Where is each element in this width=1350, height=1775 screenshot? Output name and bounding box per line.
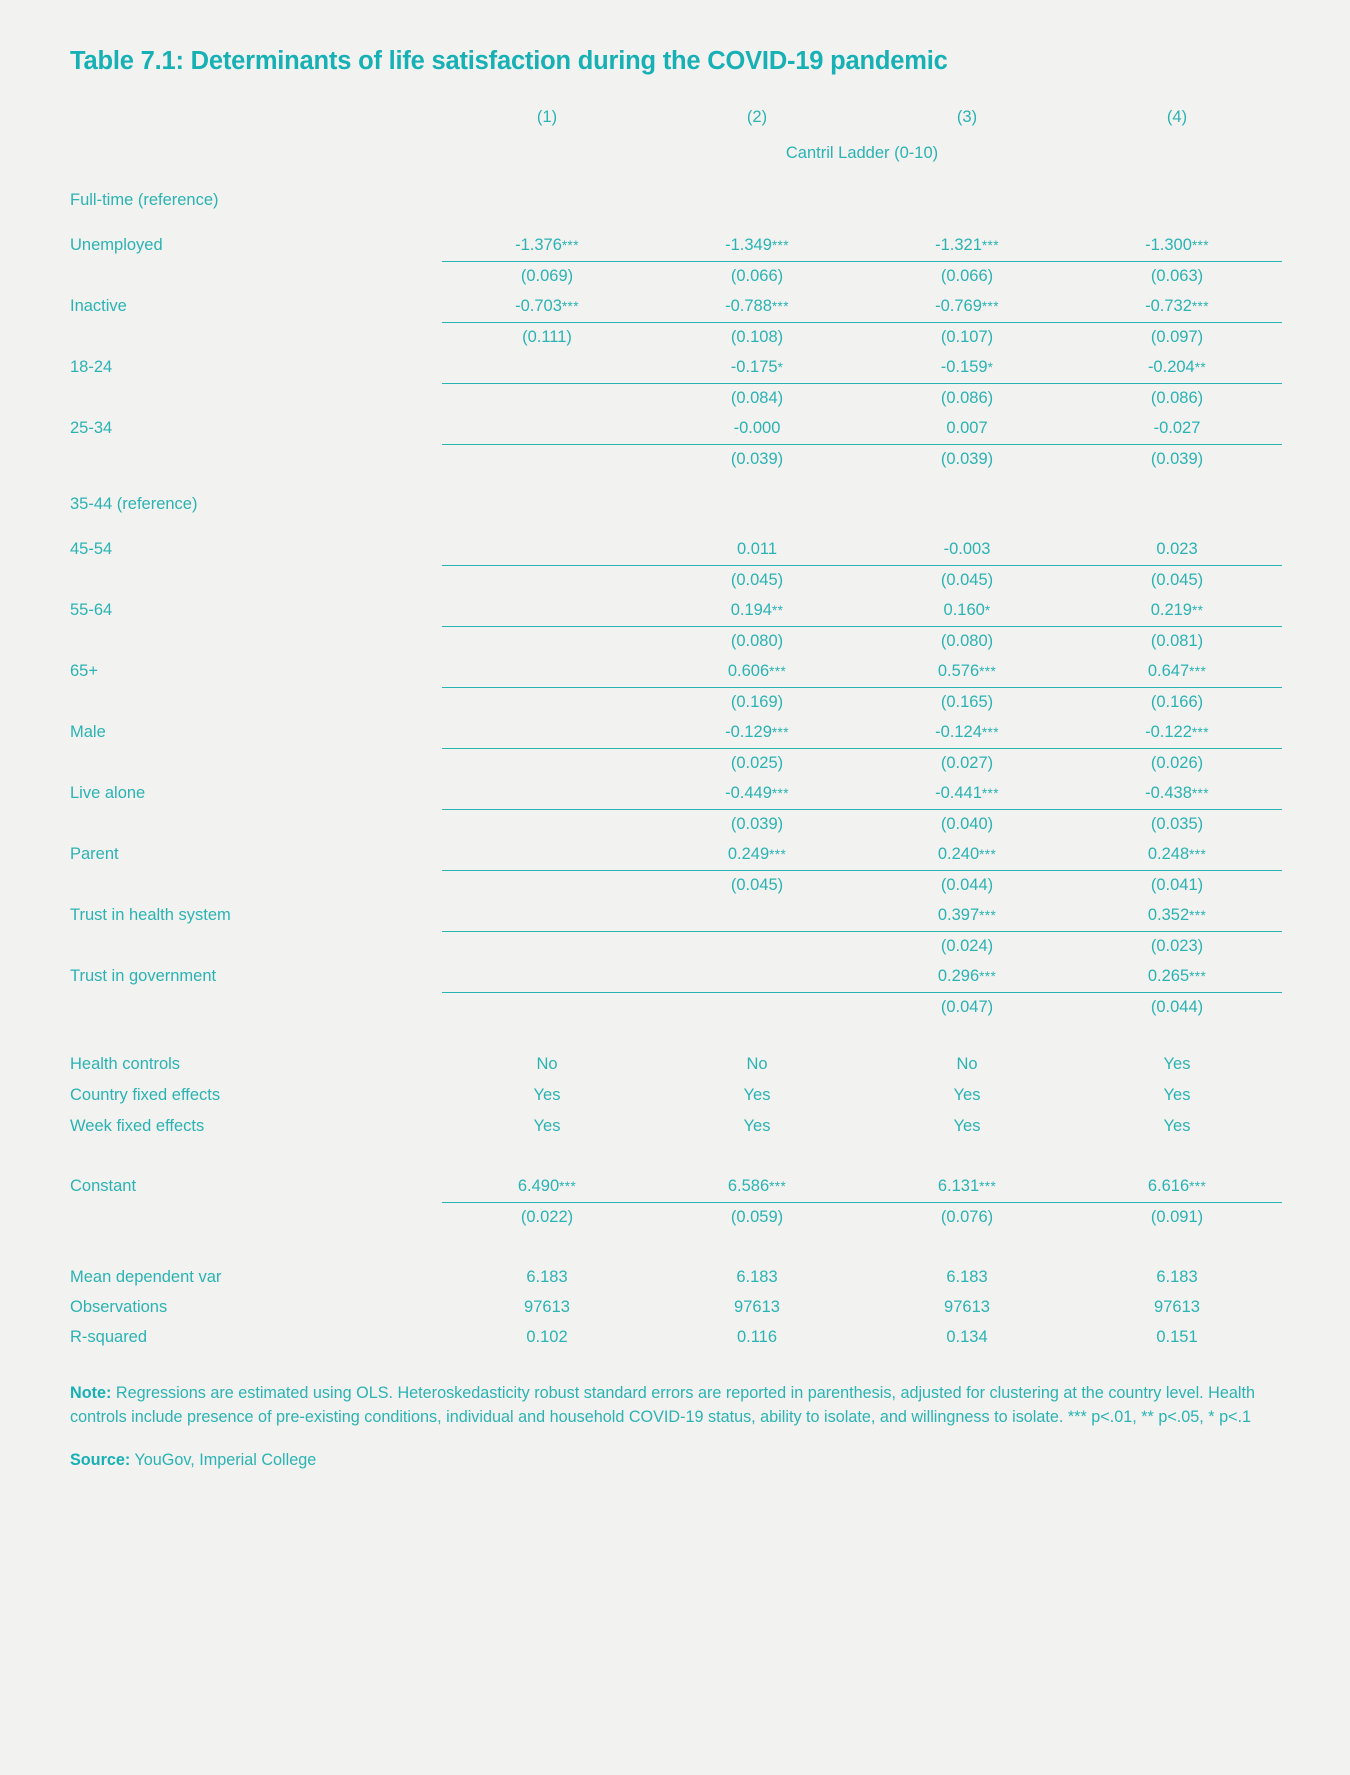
- coefficient-row: [70, 657, 1282, 688]
- coefficient-value-2: [652, 901, 862, 932]
- coefficient-row: [70, 718, 1282, 749]
- significance-stars: ***: [1191, 238, 1209, 254]
- regression-table: [70, 99, 1282, 1353]
- standard-error-value-4: (0.026): [1072, 748, 1282, 779]
- row-label: Unemployed: [70, 236, 163, 255]
- standard-error-value-4: (0.023): [1072, 931, 1282, 962]
- coefficient-value-4: -0.122***: [1145, 723, 1209, 742]
- coefficient-value-1: [442, 353, 652, 384]
- significance-stars: *: [987, 360, 994, 376]
- coefficient-value-4: 0.647***: [1147, 662, 1207, 681]
- row-label: Inactive: [70, 297, 127, 316]
- row-label: 55-64: [70, 601, 113, 620]
- source-label: Source:: [70, 1450, 131, 1469]
- note-line: [70, 1381, 1282, 1430]
- standard-error-value-2: (0.039): [652, 809, 862, 840]
- coefficient-value-3: -1.321***: [935, 236, 999, 255]
- constant-value-2: 6.586***: [727, 1177, 787, 1196]
- standard-error-value-4: (0.039): [1072, 444, 1282, 475]
- coefficient-row: [70, 596, 1282, 627]
- standard-error-row: [70, 565, 1282, 596]
- control-value-4: Yes: [1163, 1116, 1191, 1135]
- statistic-row: [70, 1293, 1282, 1323]
- standard-error-value-3: (0.066): [862, 261, 1072, 292]
- standard-error-value-4: (0.086): [1072, 383, 1282, 414]
- coefficient-row: [70, 535, 1282, 566]
- column-header-4: (4): [1166, 108, 1188, 127]
- empty-cell: [442, 475, 652, 535]
- standard-error-row: [70, 687, 1282, 718]
- control-value-4: Yes: [1163, 1054, 1191, 1073]
- statistic-value-1: 97613: [524, 1298, 570, 1317]
- significance-stars: ***: [769, 664, 787, 680]
- standard-error-value-1: [442, 992, 652, 1023]
- significance-stars: ***: [771, 725, 789, 741]
- coefficient-value-4: 0.023: [1156, 540, 1198, 559]
- empty-cell: [1072, 475, 1282, 535]
- coefficient-value-1: [442, 657, 652, 688]
- standard-error-value-2: [652, 931, 862, 962]
- se-spacer: [70, 383, 442, 414]
- gap-cell: [862, 1142, 1072, 1172]
- coefficient-value-1: [442, 535, 652, 566]
- coefficient-row: [70, 779, 1282, 810]
- coefficient-value-2: 0.011: [736, 540, 778, 559]
- row-label: Country fixed effects: [70, 1085, 221, 1104]
- coefficient-value-3: 0.160*: [943, 601, 991, 620]
- significance-stars: ***: [561, 238, 579, 254]
- coefficient-row: [70, 414, 1282, 445]
- significance-stars: **: [771, 603, 784, 619]
- significance-stars: ***: [979, 847, 997, 863]
- statistic-value-3: 6.183: [946, 1268, 988, 1287]
- standard-error-value-2: (0.080): [652, 626, 862, 657]
- coefficient-value-1: [442, 779, 652, 810]
- coefficient-value-1: [442, 901, 652, 932]
- source-text: YouGov, Imperial College: [130, 1450, 317, 1469]
- row-label: Week fixed effects: [70, 1116, 205, 1135]
- section-gap: [70, 1233, 1282, 1263]
- significance-stars: ***: [981, 238, 999, 254]
- statistic-row: [70, 1263, 1282, 1293]
- reference-row: [70, 475, 1282, 535]
- control-row: [70, 1080, 1282, 1111]
- se-spacer: [70, 444, 442, 475]
- coefficient-value-3: 0.240***: [937, 845, 997, 864]
- coefficient-value-4: -0.204**: [1147, 358, 1207, 377]
- reference-row: [70, 171, 1282, 231]
- empty-cell: [1072, 171, 1282, 231]
- standard-error-value-4: (0.063): [1072, 261, 1282, 292]
- se-spacer: [70, 992, 442, 1023]
- control-value-2: Yes: [743, 1085, 771, 1104]
- header-spacer: [70, 99, 442, 137]
- significance-stars: ***: [771, 238, 789, 254]
- constant-se-value-1: (0.022): [442, 1202, 652, 1233]
- coefficient-value-3: -0.003: [943, 540, 991, 559]
- standard-error-value-3: (0.044): [862, 870, 1072, 901]
- control-value-2: No: [746, 1054, 768, 1073]
- standard-error-value-4: (0.166): [1072, 687, 1282, 718]
- significance-stars: ***: [981, 299, 999, 315]
- coefficient-value-4: 0.352***: [1147, 906, 1207, 925]
- dep-spacer: [70, 137, 442, 171]
- gap-cell: [442, 1233, 652, 1263]
- significance-stars: ***: [769, 847, 787, 863]
- coefficient-value-3: -0.159*: [940, 358, 994, 377]
- coefficient-value-3: 0.576***: [937, 662, 997, 681]
- coefficient-value-1: -0.703***: [515, 297, 579, 316]
- table-column-header-row: [70, 99, 1282, 137]
- se-spacer: [70, 322, 442, 353]
- constant-value-4: 6.616***: [1147, 1177, 1207, 1196]
- coefficient-value-2: -0.175*: [730, 358, 784, 377]
- standard-error-value-2: [652, 992, 862, 1023]
- coefficient-value-2: -1.349***: [725, 236, 789, 255]
- gap-cell: [652, 1233, 862, 1263]
- significance-stars: ***: [979, 1179, 997, 1195]
- note-label: Note:: [70, 1383, 112, 1402]
- gap-cell: [442, 1023, 652, 1049]
- standard-error-value-1: [442, 870, 652, 901]
- coefficient-value-4: -0.438***: [1145, 784, 1209, 803]
- row-label: 35-44 (reference): [70, 495, 198, 514]
- statistic-value-1: 0.102: [526, 1328, 568, 1347]
- significance-stars: **: [1194, 360, 1207, 376]
- gap-spacer: [70, 1023, 442, 1049]
- se-spacer: [70, 626, 442, 657]
- row-label: Observations: [70, 1298, 168, 1317]
- significance-stars: ***: [1189, 664, 1207, 680]
- standard-error-value-4: (0.045): [1072, 565, 1282, 596]
- significance-stars: ***: [1189, 847, 1207, 863]
- significance-stars: ***: [769, 1179, 787, 1195]
- standard-error-value-1: (0.111): [442, 322, 652, 353]
- empty-cell: [862, 171, 1072, 231]
- constant-se-value-3: (0.076): [862, 1202, 1072, 1233]
- standard-error-value-2: (0.039): [652, 444, 862, 475]
- row-label: Trust in government: [70, 967, 217, 986]
- standard-error-value-4: (0.035): [1072, 809, 1282, 840]
- se-spacer: [70, 1202, 442, 1233]
- coefficient-value-4: -0.732***: [1145, 297, 1209, 316]
- control-value-1: No: [536, 1054, 558, 1073]
- gap-spacer: [70, 1142, 442, 1172]
- coefficient-row: [70, 901, 1282, 932]
- control-value-2: Yes: [743, 1116, 771, 1135]
- column-header-2: (2): [746, 108, 768, 127]
- coefficient-value-4: -1.300***: [1145, 236, 1209, 255]
- coefficient-value-3: -0.441***: [935, 784, 999, 803]
- standard-error-row: [70, 444, 1282, 475]
- standard-error-value-1: [442, 931, 652, 962]
- control-value-3: Yes: [953, 1116, 981, 1135]
- significance-stars: ***: [561, 299, 579, 315]
- dependent-variable-label: Cantril Ladder (0-10): [785, 144, 939, 163]
- control-value-3: Yes: [953, 1085, 981, 1104]
- statistic-value-4: 97613: [1154, 1298, 1200, 1317]
- standard-error-value-1: (0.069): [442, 261, 652, 292]
- control-row: [70, 1111, 1282, 1142]
- standard-error-row: [70, 992, 1282, 1023]
- coefficient-value-1: -1.376***: [515, 236, 579, 255]
- significance-stars: **: [1191, 603, 1204, 619]
- coefficient-value-4: 0.219**: [1150, 601, 1204, 620]
- standard-error-value-3: (0.047): [862, 992, 1072, 1023]
- coefficient-value-2: -0.788***: [725, 297, 789, 316]
- coefficient-value-4: -0.027: [1153, 419, 1201, 438]
- dependent-variable-row: [70, 137, 1282, 171]
- statistic-value-2: 97613: [734, 1298, 780, 1317]
- statistic-value-3: 0.134: [946, 1328, 988, 1347]
- coefficient-value-1: [442, 718, 652, 749]
- coefficient-value-3: -0.124***: [935, 723, 999, 742]
- standard-error-value-3: (0.024): [862, 931, 1072, 962]
- column-header-1: (1): [536, 108, 558, 127]
- constant-value-3: 6.131***: [937, 1177, 997, 1196]
- significance-stars: ***: [981, 725, 999, 741]
- gap-cell: [1072, 1233, 1282, 1263]
- standard-error-value-3: (0.107): [862, 322, 1072, 353]
- coefficient-row: [70, 292, 1282, 323]
- coefficient-value-2: 0.249***: [727, 845, 787, 864]
- coefficient-value-3: 0.007: [946, 419, 988, 438]
- coefficient-row: [70, 353, 1282, 384]
- significance-stars: ***: [1191, 786, 1209, 802]
- row-label: Parent: [70, 845, 119, 864]
- empty-cell: [652, 171, 862, 231]
- statistic-value-3: 97613: [944, 1298, 990, 1317]
- standard-error-value-3: (0.086): [862, 383, 1072, 414]
- standard-error-row: [70, 931, 1282, 962]
- note-text: Regressions are estimated using OLS. Heteroskedasticity robust standard errors are reported in parenthesis, adjusted for clustering at the country level. Health controls include presence of pre-existing conditions, individual and household COVID-19 status, ability to isolate, and willingness to isolate. *** p<.01, ** p<.05, * p<.1: [70, 1383, 1255, 1427]
- significance-stars: ***: [979, 969, 997, 985]
- coefficient-row: [70, 962, 1282, 993]
- gap-cell: [652, 1023, 862, 1049]
- standard-error-value-2: (0.045): [652, 870, 862, 901]
- statistic-value-4: 6.183: [1156, 1268, 1198, 1287]
- row-label: Trust in health system: [70, 906, 231, 925]
- standard-error-value-2: (0.045): [652, 565, 862, 596]
- section-gap: [70, 1142, 1282, 1172]
- coefficient-value-2: 0.606***: [727, 662, 787, 681]
- standard-error-row: [70, 383, 1282, 414]
- standard-error-value-1: [442, 748, 652, 779]
- coefficient-value-4: 0.265***: [1147, 967, 1207, 986]
- gap-cell: [862, 1233, 1072, 1263]
- significance-stars: ***: [1191, 299, 1209, 315]
- significance-stars: ***: [1189, 908, 1207, 924]
- se-spacer: [70, 748, 442, 779]
- statistic-row: [70, 1323, 1282, 1353]
- standard-error-value-1: [442, 809, 652, 840]
- standard-error-value-2: (0.066): [652, 261, 862, 292]
- constant-value-1: 6.490***: [517, 1177, 577, 1196]
- constant-se-value-2: (0.059): [652, 1202, 862, 1233]
- se-spacer: [70, 809, 442, 840]
- coefficient-value-3: 0.397***: [937, 906, 997, 925]
- coefficient-value-3: -0.769***: [935, 297, 999, 316]
- empty-cell: [862, 475, 1072, 535]
- gap-cell: [442, 1142, 652, 1172]
- coefficient-value-1: [442, 596, 652, 627]
- coefficient-value-1: [442, 962, 652, 993]
- control-row: [70, 1049, 1282, 1080]
- coefficient-value-2: 0.194**: [730, 601, 784, 620]
- significance-stars: ***: [559, 1179, 577, 1195]
- se-spacer: [70, 931, 442, 962]
- coefficient-value-1: [442, 414, 652, 445]
- coefficient-value-2: [652, 962, 862, 993]
- gap-cell: [1072, 1023, 1282, 1049]
- significance-stars: ***: [981, 786, 999, 802]
- standard-error-value-4: (0.097): [1072, 322, 1282, 353]
- standard-error-value-1: [442, 383, 652, 414]
- significance-stars: ***: [771, 786, 789, 802]
- table-footnotes: [70, 1381, 1282, 1473]
- statistic-value-2: 6.183: [736, 1268, 778, 1287]
- coefficient-value-2: -0.449***: [725, 784, 789, 803]
- standard-error-value-1: [442, 444, 652, 475]
- standard-error-value-4: (0.044): [1072, 992, 1282, 1023]
- standard-error-value-1: [442, 565, 652, 596]
- standard-error-value-4: (0.081): [1072, 626, 1282, 657]
- row-label: 45-54: [70, 540, 113, 559]
- significance-stars: ***: [979, 908, 997, 924]
- standard-error-value-4: (0.041): [1072, 870, 1282, 901]
- row-label: Constant: [70, 1177, 137, 1196]
- page-title: Table 7.1: Determinants of life satisfaction during the COVID-19 pandemic: [70, 47, 948, 75]
- coefficient-value-3: 0.296***: [937, 967, 997, 986]
- coefficient-value-2: -0.129***: [725, 723, 789, 742]
- coefficient-value-1: [442, 840, 652, 871]
- standard-error-value-2: (0.025): [652, 748, 862, 779]
- constant-standard-error-row: [70, 1202, 1282, 1233]
- control-value-1: Yes: [533, 1085, 561, 1104]
- standard-error-value-3: (0.045): [862, 565, 1072, 596]
- se-spacer: [70, 687, 442, 718]
- standard-error-row: [70, 626, 1282, 657]
- source-line: [70, 1448, 1282, 1473]
- gap-cell: [652, 1142, 862, 1172]
- row-label: R-squared: [70, 1328, 148, 1347]
- standard-error-row: [70, 870, 1282, 901]
- standard-error-value-3: (0.165): [862, 687, 1072, 718]
- coefficient-value-2: -0.000: [733, 419, 781, 438]
- significance-stars: *: [984, 603, 991, 619]
- standard-error-value-3: (0.027): [862, 748, 1072, 779]
- empty-cell: [652, 475, 862, 535]
- significance-stars: ***: [1191, 725, 1209, 741]
- row-label: Full-time (reference): [70, 191, 219, 210]
- standard-error-value-1: [442, 687, 652, 718]
- constant-row: [70, 1172, 1282, 1203]
- section-gap: [70, 1023, 1282, 1049]
- row-label: Male: [70, 723, 106, 742]
- row-label: Mean dependent var: [70, 1268, 222, 1287]
- significance-stars: ***: [771, 299, 789, 315]
- coefficient-row: [70, 840, 1282, 871]
- coefficient-row: [70, 231, 1282, 262]
- significance-stars: ***: [1189, 1179, 1207, 1195]
- standard-error-value-3: (0.040): [862, 809, 1072, 840]
- se-spacer: [70, 565, 442, 596]
- control-value-1: Yes: [533, 1116, 561, 1135]
- standard-error-row: [70, 261, 1282, 292]
- standard-error-value-3: (0.080): [862, 626, 1072, 657]
- se-spacer: [70, 261, 442, 292]
- standard-error-row: [70, 322, 1282, 353]
- se-spacer: [70, 870, 442, 901]
- statistic-value-4: 0.151: [1156, 1328, 1198, 1347]
- standard-error-value-1: [442, 626, 652, 657]
- control-value-4: Yes: [1163, 1085, 1191, 1104]
- statistic-value-1: 6.183: [526, 1268, 568, 1287]
- significance-stars: ***: [979, 664, 997, 680]
- row-label: 18-24: [70, 358, 113, 377]
- standard-error-value-2: (0.084): [652, 383, 862, 414]
- row-label: 65+: [70, 662, 98, 681]
- gap-cell: [862, 1023, 1072, 1049]
- statistic-value-2: 0.116: [736, 1328, 778, 1347]
- standard-error-value-2: (0.108): [652, 322, 862, 353]
- standard-error-value-2: (0.169): [652, 687, 862, 718]
- standard-error-row: [70, 809, 1282, 840]
- significance-stars: ***: [1189, 969, 1207, 985]
- coefficient-value-4: 0.248***: [1147, 845, 1207, 864]
- column-header-3: (3): [956, 108, 978, 127]
- standard-error-value-3: (0.039): [862, 444, 1072, 475]
- control-value-3: No: [956, 1054, 978, 1073]
- row-label: Live alone: [70, 784, 146, 803]
- constant-se-value-4: (0.091): [1072, 1202, 1282, 1233]
- row-label: Health controls: [70, 1054, 181, 1073]
- standard-error-row: [70, 748, 1282, 779]
- gap-spacer: [70, 1233, 442, 1263]
- gap-cell: [1072, 1142, 1282, 1172]
- empty-cell: [442, 171, 652, 231]
- significance-stars: *: [777, 360, 784, 376]
- row-label: 25-34: [70, 419, 113, 438]
